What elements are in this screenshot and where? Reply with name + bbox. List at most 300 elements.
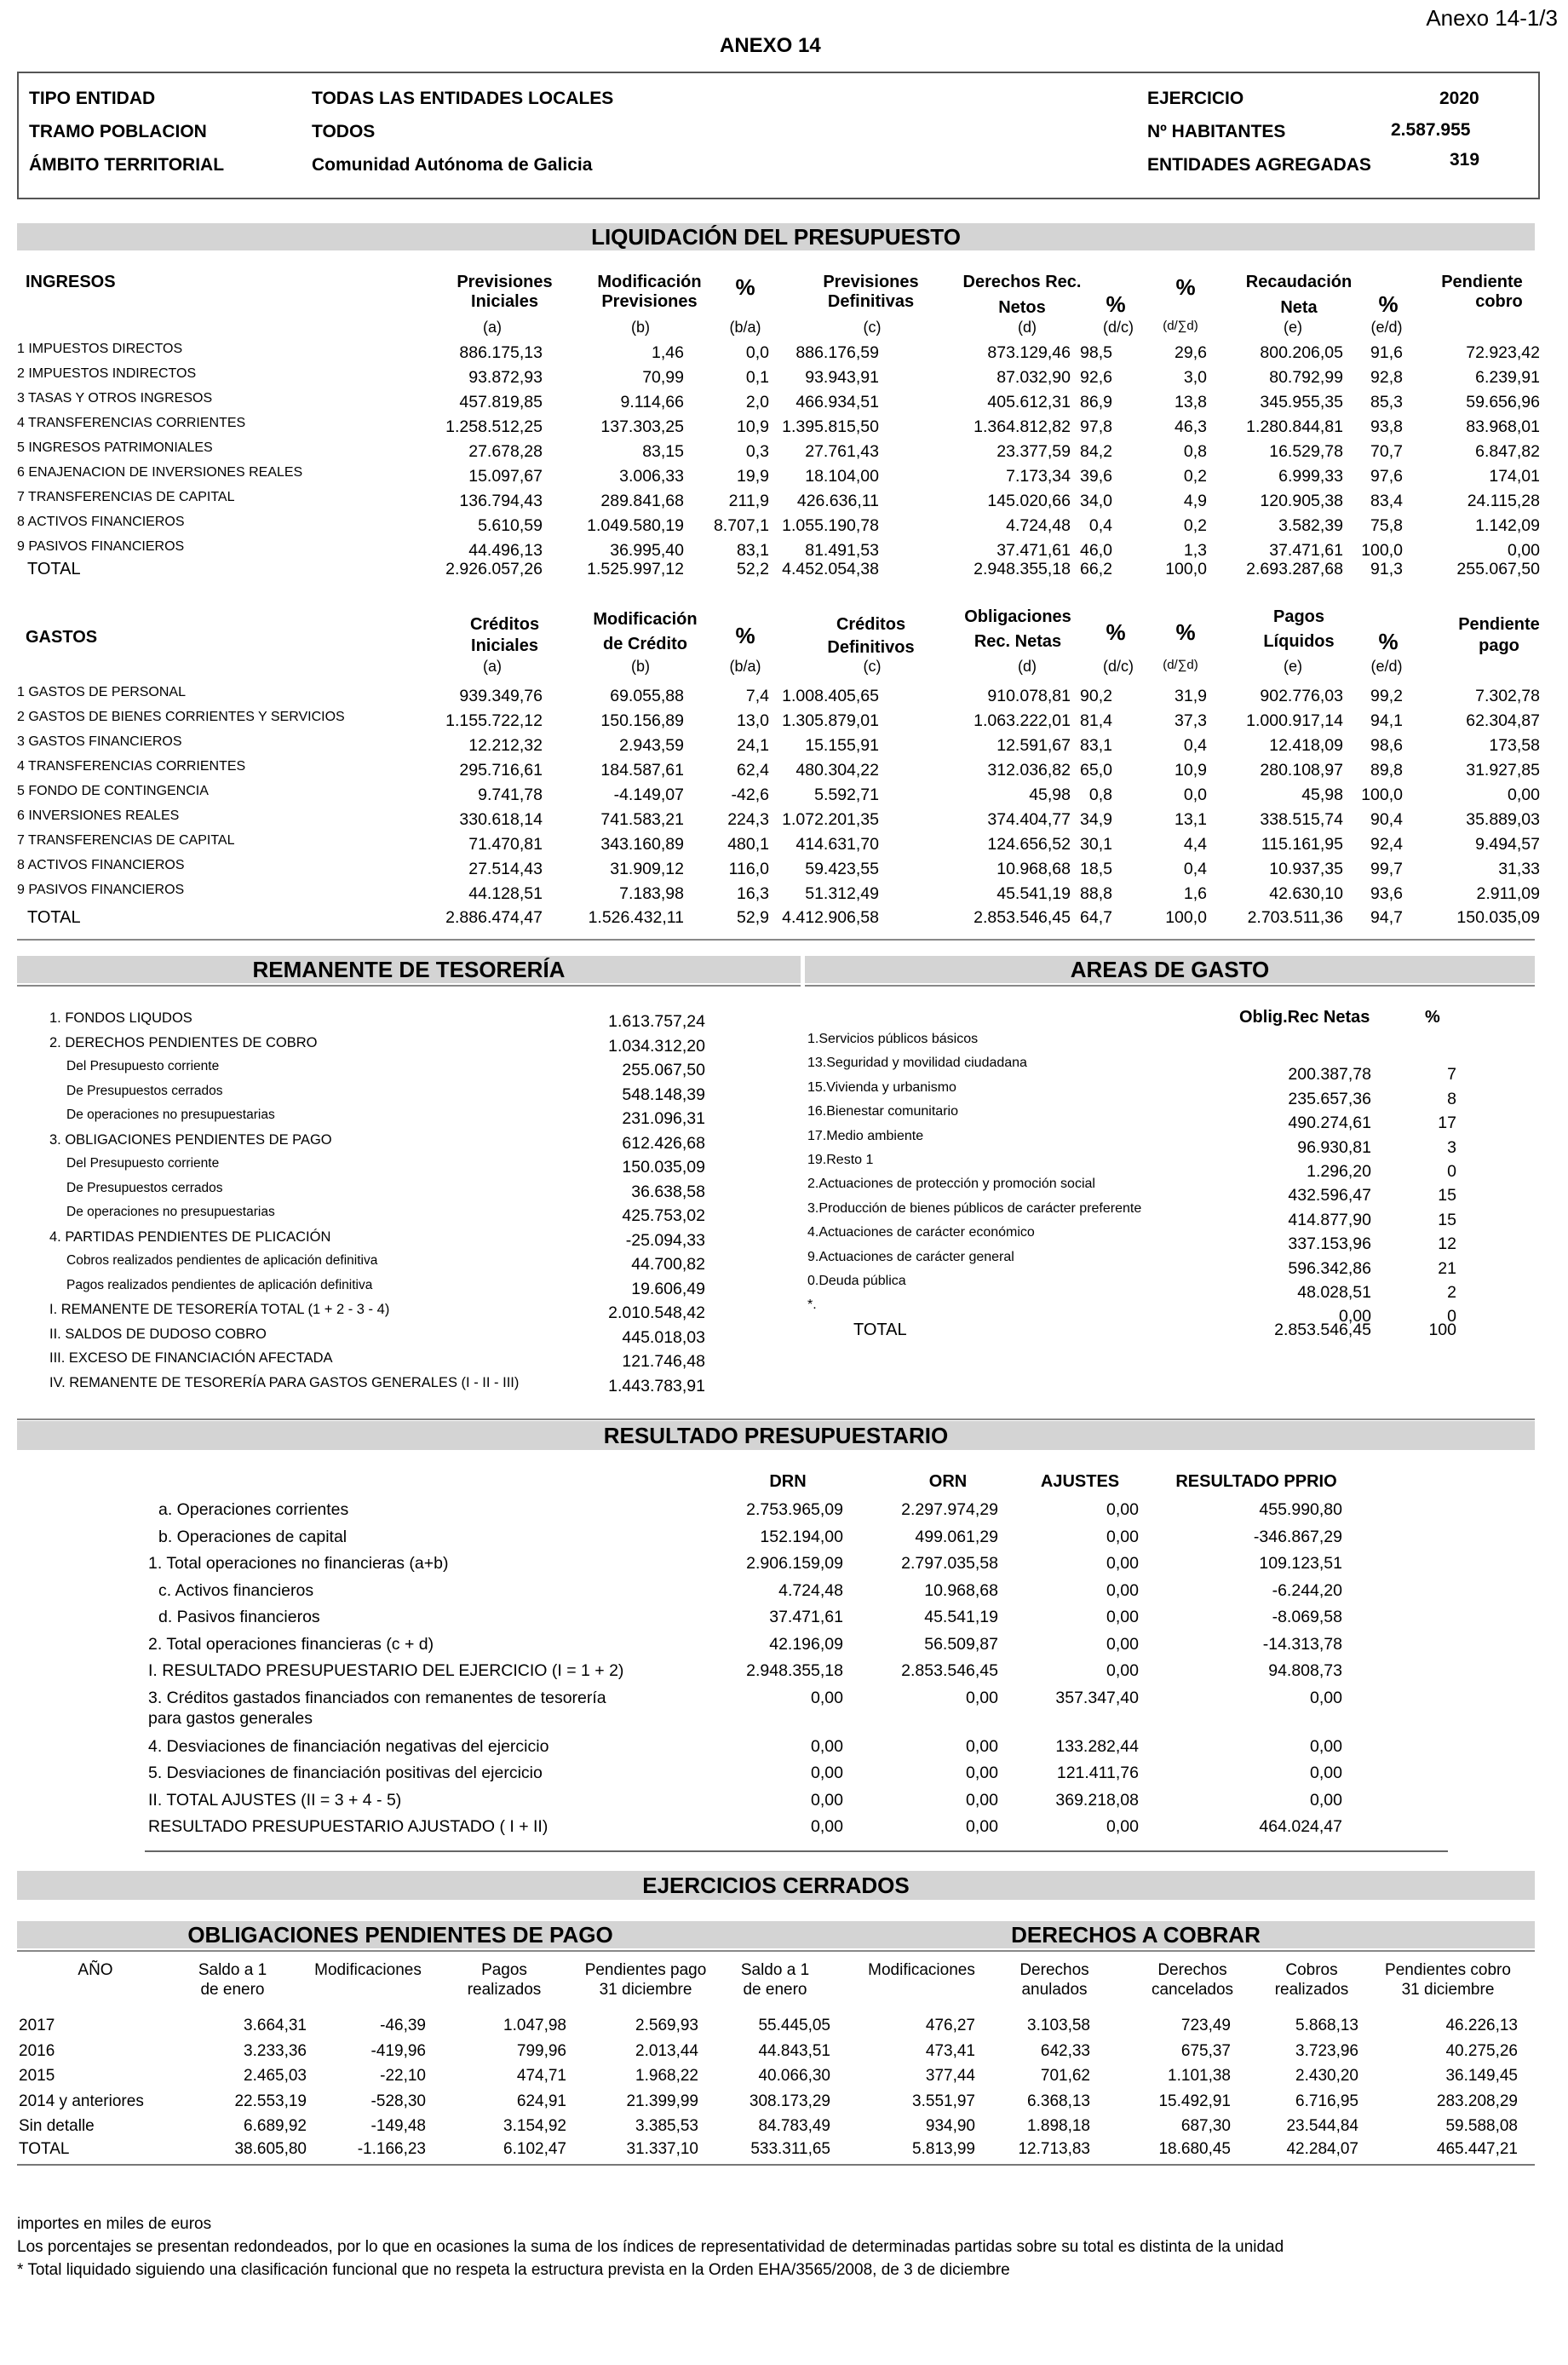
habitantes-label: Nº HABITANTES: [1147, 122, 1286, 141]
row-value: 36.995,40: [610, 541, 684, 560]
resultado-value: 94.808,73: [1268, 1661, 1342, 1680]
row-value: 1.063.222,01: [974, 711, 1071, 730]
ing-h3: %: [735, 274, 755, 300]
row-label: 5 INGRESOS PATRIMONIALES: [17, 440, 213, 455]
area-value: 414.877,90: [1288, 1210, 1371, 1229]
cerrados-value: 15.492,91: [1158, 2092, 1231, 2110]
row-value: 27.514,43: [468, 860, 543, 878]
areas-col-pct: %: [1425, 1008, 1440, 1027]
remanente-title: REMANENTE DE TESORERÍA: [17, 956, 801, 983]
total-value: 2.926.057,26: [445, 560, 543, 578]
remanente-label: 1. FONDOS LIQUDOS: [49, 1010, 192, 1026]
remanente-label: De Presupuestos cerrados: [66, 1180, 223, 1195]
cerrados-value: -22,10: [380, 2067, 426, 2085]
cerrados-col-header: de enero: [743, 1981, 807, 1999]
corner-label: Anexo 14-1/3: [1426, 5, 1558, 31]
row-value: 92,4: [1370, 835, 1403, 854]
row-value: 1.280.844,81: [1246, 417, 1343, 436]
resultado-value: -6.244,20: [1272, 1580, 1342, 1600]
row-value: 37.471,61: [1269, 541, 1343, 560]
row-value: 457.819,85: [459, 393, 543, 411]
resultado-title: RESULTADO PRESUPUESTARIO: [17, 1421, 1535, 1450]
area-pct: 17: [1438, 1113, 1456, 1133]
row-value: 12.212,32: [468, 736, 543, 755]
total-value: 1.525.997,12: [587, 560, 684, 578]
info-box: [17, 72, 1540, 199]
resultado-value: -14.313,78: [1262, 1634, 1342, 1654]
resultado-value: 109.123,51: [1259, 1554, 1342, 1573]
gas-h4b: Definitivos: [827, 638, 915, 657]
total-label: TOTAL: [27, 908, 81, 927]
remanente-underline: [17, 985, 801, 987]
row-value: 92,6: [1080, 368, 1112, 387]
row-value: 44.496,13: [468, 541, 543, 560]
col-letter: (c): [863, 658, 882, 675]
resultado-value: 0,00: [966, 1688, 998, 1707]
cerrados-value: 6.689,92: [244, 2117, 307, 2135]
cerrados-col-header: Modificaciones: [314, 1961, 422, 1979]
col-letter: (c): [863, 319, 882, 336]
row-value: 84,2: [1080, 442, 1112, 461]
col-letter: (e/d): [1370, 319, 1403, 336]
row-value: 90,2: [1080, 687, 1112, 705]
resultado-value: 357.347,40: [1055, 1688, 1139, 1707]
resultado-value: 0,00: [1106, 1554, 1139, 1573]
note-units: importes en miles de euros: [17, 2215, 212, 2233]
tipo-label: TIPO ENTIDAD: [29, 89, 156, 108]
cerrados-value: 46.226,13: [1445, 2017, 1518, 2034]
row-value: 741.583,21: [600, 810, 684, 829]
cerrados-bottom: [17, 2164, 1535, 2166]
resultado-value: 0,00: [811, 1817, 843, 1836]
row-value: 35.889,03: [1466, 810, 1540, 829]
resultado-label: RESULTADO PRESUPUESTARIO AJUSTADO ( I + II): [148, 1817, 549, 1836]
area-label: 16.Bienestar comunitario: [807, 1104, 958, 1119]
cerrados-col-header: Derechos: [1157, 1961, 1227, 1979]
row-value: 62,4: [737, 761, 769, 780]
col-letter: (d/c): [1103, 319, 1134, 336]
total-value: 2.886.474,47: [445, 908, 543, 927]
tipo-value: TODAS LAS ENTIDADES LOCALES: [312, 89, 614, 108]
row-value: 81.491,53: [805, 541, 879, 560]
row-value: 0,4: [1183, 736, 1207, 755]
cerrados-value: 3.723,96: [1295, 2041, 1358, 2060]
row-value: 10.968,68: [997, 860, 1071, 878]
ing-h8a: Recaudación: [1245, 273, 1353, 291]
resultado-value: -8.069,58: [1272, 1608, 1342, 1626]
ing-h2b: Previsiones: [601, 292, 698, 311]
row-value: 4,9: [1183, 492, 1207, 510]
cerrados-col-header: Modificaciones: [868, 1961, 975, 1979]
gas-h10b: pago: [1479, 636, 1519, 655]
row-value: 15.097,67: [468, 467, 543, 486]
ing-h5b: Netos: [998, 298, 1046, 317]
total-value: 1.526.432,11: [588, 908, 684, 927]
cerrados-value: 701,62: [1040, 2067, 1090, 2085]
total-value: 2.948.355,18: [974, 560, 1071, 578]
row-value: 44.128,51: [468, 884, 543, 903]
resultado-value: 0,00: [1106, 1580, 1139, 1600]
row-value: 7,4: [745, 687, 769, 705]
habitantes-value: 2.587.955: [1391, 120, 1471, 140]
row-value: 2.911,09: [1476, 884, 1540, 903]
ingresos-label: INGRESOS: [26, 273, 116, 291]
row-value: 81,4: [1080, 711, 1112, 730]
cerrados-value: 18.680,45: [1158, 2140, 1231, 2158]
resultado-value: 0,00: [1310, 1790, 1342, 1810]
row-value: 873.129,46: [987, 343, 1071, 362]
resultado-label: 2. Total operaciones financieras (c + d): [148, 1634, 434, 1654]
cerrados-value: 36.149,45: [1445, 2067, 1518, 2085]
cerrados-value: -419,96: [370, 2041, 426, 2060]
resultado-value: 10.968,68: [924, 1580, 998, 1600]
row-value: 800.206,05: [1260, 343, 1343, 362]
row-value: 46,0: [1080, 541, 1112, 560]
area-pct: 15: [1438, 1186, 1456, 1206]
liquidacion-title: LIQUIDACIÓN DEL PRESUPUESTO: [17, 223, 1535, 250]
row-label: 2 GASTOS DE BIENES CORRIENTES Y SERVICIOS: [17, 710, 345, 724]
cerrados-value: 40.275,26: [1445, 2041, 1518, 2060]
oblig-title: OBLIGACIONES PENDIENTES DE PAGO: [17, 1921, 784, 1948]
cerrados-col-header: anulados: [1021, 1981, 1088, 1999]
row-value: 18,5: [1080, 860, 1112, 878]
row-label: 1 IMPUESTOS DIRECTOS: [17, 342, 183, 356]
area-pct: 3: [1447, 1137, 1456, 1157]
row-value: 374.404,77: [987, 810, 1071, 829]
row-value: 174,01: [1489, 467, 1540, 486]
row-value: 31,9: [1175, 687, 1207, 705]
ing-h10b: cobro: [1475, 292, 1523, 311]
cerrados-value: 473,41: [925, 2041, 975, 2060]
areas-underline: [805, 985, 1535, 987]
cerrados-value: 283.208,29: [1436, 2092, 1518, 2110]
row-value: 145.020,66: [987, 492, 1071, 510]
area-label: 9.Actuaciones de carácter general: [807, 1249, 1014, 1264]
resultado-value: 0,00: [1310, 1736, 1342, 1756]
remanente-value: 150.035,09: [622, 1158, 705, 1177]
cerrados-col-header: cancelados: [1151, 1981, 1234, 1999]
total-label: TOTAL: [27, 560, 81, 578]
row-value: 0,00: [1508, 785, 1540, 804]
remanente-value: 1.034.312,20: [608, 1036, 705, 1056]
row-value: 27.678,28: [468, 442, 543, 461]
remanente-label: Cobros realizados pendientes de aplicación definitiva: [66, 1253, 378, 1268]
row-value: 59.656,96: [1466, 393, 1540, 411]
area-pct: 21: [1438, 1258, 1456, 1278]
area-pct: 15: [1438, 1210, 1456, 1229]
row-value: 23.377,59: [997, 442, 1071, 461]
row-label: 8 ACTIVOS FINANCIEROS: [17, 858, 185, 872]
gas-h4a: Créditos: [836, 615, 906, 634]
cerrados-value: 474,71: [516, 2067, 566, 2085]
row-value: 16.529,78: [1269, 442, 1343, 461]
row-value: 910.078,81: [987, 687, 1071, 705]
cerrados-col-header: 31 diciembre: [1401, 1981, 1495, 1999]
resultado-label: d. Pasivos financieros: [158, 1608, 320, 1626]
row-value: 30,1: [1080, 835, 1112, 854]
row-label: 3 TASAS Y OTROS INGRESOS: [17, 391, 213, 406]
cerrados-value: 1.898,18: [1027, 2117, 1090, 2135]
agregadas-label: ENTIDADES AGREGADAS: [1147, 155, 1371, 175]
cerrados-col-header: Cobros: [1285, 1961, 1338, 1979]
area-label: *.: [807, 1298, 817, 1313]
resultado-value: 0,00: [1106, 1500, 1139, 1519]
resultado-label: c. Activos financieros: [158, 1580, 314, 1600]
row-value: 173,58: [1489, 736, 1540, 755]
row-value: 1.155.722,12: [445, 711, 543, 730]
row-label: 8 ACTIVOS FINANCIEROS: [17, 515, 185, 529]
cerrados-value: 624,91: [516, 2092, 566, 2110]
cerrados-col-header: realizados: [467, 1981, 542, 1999]
row-value: 51.312,49: [805, 884, 879, 903]
area-pct: 0: [1447, 1307, 1456, 1326]
resultado-value: 0,00: [1106, 1527, 1139, 1546]
cerrados-value: 3.385,53: [635, 2117, 698, 2135]
cerrados-value: 533.311,65: [750, 2140, 830, 2158]
area-value: 432.596,47: [1288, 1186, 1371, 1206]
col-letter: (d/∑d): [1163, 319, 1198, 333]
row-value: 92,8: [1370, 368, 1403, 387]
row-value: 59.423,55: [805, 860, 879, 878]
row-value: 93.943,91: [805, 368, 879, 387]
cerrados-value: 3.154,92: [503, 2117, 566, 2135]
divider: [17, 1418, 1535, 1420]
cerrados-value: 38.605,80: [234, 2140, 307, 2158]
area-label: 15.Vivienda y urbanismo: [807, 1079, 956, 1095]
row-value: 136.794,43: [459, 492, 543, 510]
cerrados-value: 6.102,47: [503, 2140, 566, 2158]
resultado-value: 0,00: [811, 1790, 843, 1810]
resultado-value: 0,00: [1106, 1634, 1139, 1654]
row-value: 1.049.580,19: [587, 516, 684, 535]
cerrados-col-header: 31 diciembre: [599, 1981, 692, 1999]
row-value: 1.142,09: [1475, 516, 1540, 535]
gas-h1b: Iniciales: [471, 636, 538, 655]
row-value: 312.036,82: [987, 761, 1071, 780]
row-label: 3 GASTOS FINANCIEROS: [17, 734, 182, 749]
gas-h5a: Obligaciones: [964, 607, 1071, 626]
row-value: 9.741,78: [478, 785, 543, 804]
row-value: 13,0: [737, 711, 769, 730]
remanente-value: 255.067,50: [622, 1061, 705, 1079]
row-value: 0,00: [1508, 541, 1540, 560]
area-label: 0.Deuda pública: [807, 1274, 906, 1288]
row-label: 4 TRANSFERENCIAS CORRIENTES: [17, 416, 246, 430]
resultado-value: 455.990,80: [1259, 1500, 1342, 1519]
remanente-value: 19.606,49: [631, 1279, 705, 1298]
resultado-value: 0,00: [1106, 1817, 1139, 1836]
remanente-label: II. SALDOS DE DUDOSO COBRO: [49, 1326, 267, 1342]
ing-h1a: Previsiones: [457, 273, 553, 291]
row-value: 39,6: [1080, 467, 1112, 486]
resultado-label: a. Operaciones corrientes: [158, 1500, 349, 1519]
row-value: 65,0: [1080, 761, 1112, 780]
total-value: 100,0: [1165, 560, 1207, 578]
cerrados-value: 2.465,03: [244, 2067, 307, 2085]
row-value: 414.631,70: [795, 835, 879, 854]
cerrados-col-header: de enero: [200, 1981, 265, 1999]
row-value: 0,2: [1183, 467, 1207, 486]
remanente-label: III. EXCESO DE FINANCIACIÓN AFECTADA: [49, 1350, 333, 1366]
cerrados-year: TOTAL: [19, 2140, 70, 2158]
gas-h2b: de Crédito: [603, 635, 687, 653]
gas-h8a: Pagos: [1272, 607, 1325, 626]
remanente-label: I. REMANENTE DE TESORERÍA TOTAL (1 + 2 - 3 - 4): [49, 1302, 390, 1317]
row-value: 120.905,38: [1260, 492, 1343, 510]
total-value: 2.703.511,36: [1247, 908, 1343, 927]
area-total-value: 2.853.546,45: [1274, 1321, 1371, 1339]
row-label: 1 GASTOS DE PERSONAL: [17, 685, 186, 699]
area-value: 1.296,20: [1307, 1162, 1371, 1181]
cerrados-value: 934,90: [925, 2117, 975, 2135]
col-letter: (d): [1018, 319, 1037, 336]
remanente-value: 445.018,03: [622, 1327, 705, 1347]
ing-h5a: Derechos Rec.: [962, 273, 1082, 291]
col-letter: (d/c): [1103, 658, 1134, 675]
resultado-col-header: ORN: [928, 1472, 968, 1491]
cerrados-value: 642,33: [1040, 2041, 1090, 2060]
remanente-value: -25.094,33: [625, 1230, 705, 1250]
cerrados-value: 31.337,10: [626, 2140, 698, 2158]
resultado-value: 56.509,87: [924, 1634, 998, 1654]
resultado-value: 2.297.974,29: [901, 1500, 998, 1519]
row-value: 115.161,95: [1261, 835, 1343, 854]
cerrados-value: 55.445,05: [758, 2017, 830, 2034]
gastos-label: GASTOS: [26, 628, 98, 647]
area-value: 48.028,51: [1297, 1283, 1371, 1302]
resultado-label: I. RESULTADO PRESUPUESTARIO DEL EJERCICIO (I = 1 + 2): [148, 1661, 624, 1680]
row-value: 0,2: [1183, 516, 1207, 535]
row-value: 18.104,00: [805, 467, 879, 486]
row-value: 7.173,34: [1006, 467, 1071, 486]
cerrados-value: -528,30: [370, 2092, 426, 2110]
cerrados-underline: [17, 1950, 1535, 1952]
row-value: 2,0: [745, 393, 769, 411]
row-value: 6.847,82: [1475, 442, 1540, 461]
cerrados-value: 3.551,97: [912, 2092, 975, 2110]
row-value: 7.302,78: [1475, 687, 1540, 705]
cerrados-value: 476,27: [925, 2017, 975, 2034]
resultado-col-header: DRN: [769, 1472, 807, 1491]
resultado-label: 3. Créditos gastados financiados con remanentes de tesorería: [148, 1688, 606, 1707]
row-value: 10,9: [1175, 761, 1207, 780]
row-value: 2.943,59: [619, 736, 684, 755]
area-value: 96.930,81: [1297, 1137, 1371, 1157]
ambito-label: ÁMBITO TERRITORIAL: [29, 155, 225, 175]
ing-h1b: Iniciales: [471, 292, 538, 311]
total-value: 4.452.054,38: [782, 560, 879, 578]
row-value: 0,4: [1183, 860, 1207, 878]
row-value: 12.418,09: [1269, 736, 1343, 755]
remanente-value: 231.096,31: [622, 1109, 705, 1128]
row-value: 939.349,76: [459, 687, 543, 705]
row-value: 1,6: [1183, 884, 1207, 903]
row-value: 12.591,67: [997, 736, 1071, 755]
ing-h7: %: [1175, 274, 1196, 300]
remanente-label: IV. REMANENTE DE TESORERÍA PARA GASTOS GENERALES (I - II - III): [49, 1374, 520, 1390]
resultado-value: 2.853.546,45: [901, 1661, 998, 1680]
row-value: 71.470,81: [468, 835, 543, 854]
row-value: 45.541,19: [997, 884, 1071, 903]
cerrados-value: 1.968,22: [635, 2067, 698, 2085]
cerrados-value: 44.843,51: [758, 2041, 830, 2060]
ing-h9: %: [1378, 291, 1399, 317]
row-value: 6.999,33: [1278, 467, 1343, 486]
area-pct: 8: [1447, 1089, 1456, 1108]
row-value: 70,7: [1370, 442, 1403, 461]
resultado-value: 121.411,76: [1056, 1764, 1139, 1782]
resultado-label: 4. Desviaciones de financiación negativas del ejercicio: [148, 1736, 549, 1756]
cerrados-col-header: Derechos: [1019, 1961, 1089, 1979]
cerrados-value: 40.066,30: [758, 2067, 830, 2085]
area-label: 1.Servicios públicos básicos: [807, 1032, 979, 1046]
row-value: 34,9: [1080, 810, 1112, 829]
ing-h4b: Definitivas: [827, 292, 915, 311]
remanente-value: 1.613.757,24: [608, 1012, 705, 1031]
resultado-value: 0,00: [966, 1764, 998, 1782]
resultado-value: 37.471,61: [769, 1608, 843, 1626]
row-value: 89,8: [1370, 761, 1403, 780]
cerrados-year: 2014 y anteriores: [19, 2092, 144, 2110]
resultado-value: 0,00: [1310, 1688, 1342, 1707]
row-value: 83.968,01: [1466, 417, 1540, 436]
area-label: 4.Actuaciones de carácter económico: [807, 1225, 1035, 1240]
row-value: 1,3: [1183, 541, 1207, 560]
cerrados-year: 2016: [19, 2041, 55, 2060]
cerrados-year: Sin detalle: [19, 2117, 95, 2135]
cerrados-value: 723,49: [1180, 2017, 1231, 2034]
row-value: 137.303,25: [600, 417, 684, 436]
cerrados-year: 2015: [19, 2067, 55, 2085]
ejercicio-label: EJERCICIO: [1147, 89, 1244, 108]
total-value: 52,2: [737, 560, 769, 578]
cerrados-col-header: Pendientes pago: [584, 1961, 707, 1979]
row-value: 3,0: [1183, 368, 1207, 387]
cerrados-value: 3.233,36: [244, 2041, 307, 2060]
remanente-label: 2. DERECHOS PENDIENTES DE COBRO: [49, 1034, 318, 1050]
resultado-value: 2.948.355,18: [746, 1661, 843, 1680]
row-value: 93,6: [1370, 884, 1403, 903]
cerrados-value: 6.368,13: [1027, 2092, 1090, 2110]
cerrados-title: EJERCICIOS CERRADOS: [17, 1871, 1535, 1900]
remanente-value: 2.010.548,42: [608, 1303, 705, 1322]
resultado-value: 0,00: [966, 1736, 998, 1756]
row-value: 31,33: [1498, 860, 1540, 878]
row-value: 100,0: [1361, 785, 1403, 804]
row-value: 1,46: [652, 343, 684, 362]
resultado-label: 1. Total operaciones no financieras (a+b): [148, 1554, 449, 1573]
cerrados-value: 3.664,31: [244, 2017, 307, 2034]
resultado-value: 0,00: [811, 1736, 843, 1756]
gas-h2a: Modificación: [593, 610, 698, 629]
area-pct: 12: [1438, 1234, 1456, 1254]
row-value: 83,1: [737, 541, 769, 560]
ing-h10a: Pendiente: [1441, 273, 1523, 291]
resultado-label: II. TOTAL AJUSTES (II = 3 + 4 - 5): [148, 1790, 402, 1810]
remanente-value: 36.638,58: [631, 1182, 705, 1201]
row-value: 3.006,33: [619, 467, 684, 486]
tramo-value: TODOS: [312, 122, 376, 141]
ing-h8b: Neta: [1280, 298, 1318, 317]
resultado-value: 0,00: [811, 1764, 843, 1782]
row-label: 2 IMPUESTOS INDIRECTOS: [17, 366, 197, 381]
cerrados-value: 2.430,20: [1295, 2067, 1358, 2085]
area-pct: 7: [1447, 1065, 1456, 1085]
resultado-col-header: AJUSTES: [1040, 1472, 1120, 1491]
row-value: 0,8: [1088, 785, 1112, 804]
remanente-label: Pagos realizados pendientes de aplicación definitiva: [66, 1277, 373, 1292]
row-label: 7 TRANSFERENCIAS DE CAPITAL: [17, 833, 235, 848]
